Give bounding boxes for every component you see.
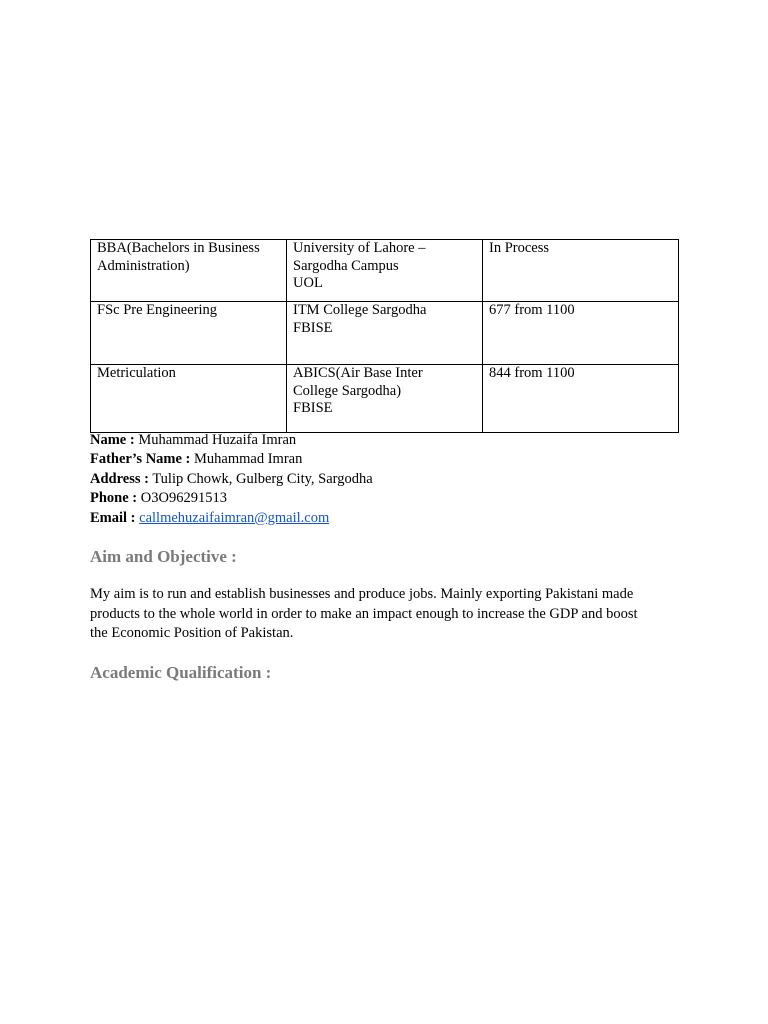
aim-line: products to the whole world in order to make an impact enough to increase the GDP and boost xyxy=(90,605,638,622)
phone-label: Phone : xyxy=(90,490,138,507)
aim-line: My aim is to run and establish businesses and produce jobs. Mainly exporting Pakistani made xyxy=(90,586,634,602)
qualification-table xyxy=(90,239,679,433)
degree-cell xyxy=(91,240,287,302)
institution-cell xyxy=(287,302,483,365)
email-link[interactable]: callmehuzaifaimran@gmail.com xyxy=(139,509,330,526)
name-row xyxy=(90,431,690,450)
institution-line: College Sargodha) xyxy=(293,382,402,399)
father-name-label: Father’s Name : xyxy=(90,451,191,468)
table-row xyxy=(91,240,679,302)
degree-line: Metriculation xyxy=(97,365,176,381)
email-row xyxy=(90,509,690,528)
result-cell xyxy=(483,365,679,433)
aim-heading: Aim and Objective : xyxy=(90,547,237,566)
institution-line: FBISE xyxy=(293,319,333,336)
institution-line: University of Lahore – xyxy=(293,240,426,256)
address-row xyxy=(90,470,690,489)
name-value: Muhammad Huzaifa Imran xyxy=(134,432,297,448)
academic-heading: Academic Qualification : xyxy=(90,663,272,682)
phone-value: O3O96291513 xyxy=(137,490,227,507)
degree-line: FSc Pre Engineering xyxy=(97,302,218,318)
institution-line: FBISE xyxy=(293,400,333,416)
degree-line: Administration) xyxy=(97,257,190,274)
address-value: Tulip Chowk, Gulberg City, Sargodha xyxy=(148,470,373,487)
degree-cell xyxy=(91,365,287,433)
institution-cell xyxy=(287,240,483,302)
father-name-value: Muhammad Imran xyxy=(190,451,303,468)
result-cell xyxy=(483,240,679,302)
institution-line: Sargodha Campus xyxy=(293,257,399,274)
institution-line: UOL xyxy=(293,275,323,291)
table-row xyxy=(91,302,679,365)
aim-line: the Economic Position of Pakistan. xyxy=(90,625,294,641)
degree-line: BBA(Bachelors in Business xyxy=(97,240,260,256)
degree-cell xyxy=(91,302,287,365)
email-label: Email : xyxy=(90,509,136,526)
institution-line: ABICS(Air Base Inter xyxy=(293,365,423,381)
phone-row xyxy=(90,489,690,508)
result-text: 677 from 1100 xyxy=(489,302,575,318)
table-row xyxy=(91,365,679,433)
institution-line: ITM College Sargodha xyxy=(293,302,427,318)
result-cell xyxy=(483,302,679,365)
institution-cell xyxy=(287,365,483,433)
aim-paragraph xyxy=(90,585,680,644)
result-text: 844 from 1100 xyxy=(489,365,575,381)
result-text: In Process xyxy=(489,240,550,256)
personal-info xyxy=(90,431,690,528)
father-name-row xyxy=(90,450,690,469)
address-label: Address : xyxy=(90,470,149,487)
name-label: Name : xyxy=(90,432,135,448)
